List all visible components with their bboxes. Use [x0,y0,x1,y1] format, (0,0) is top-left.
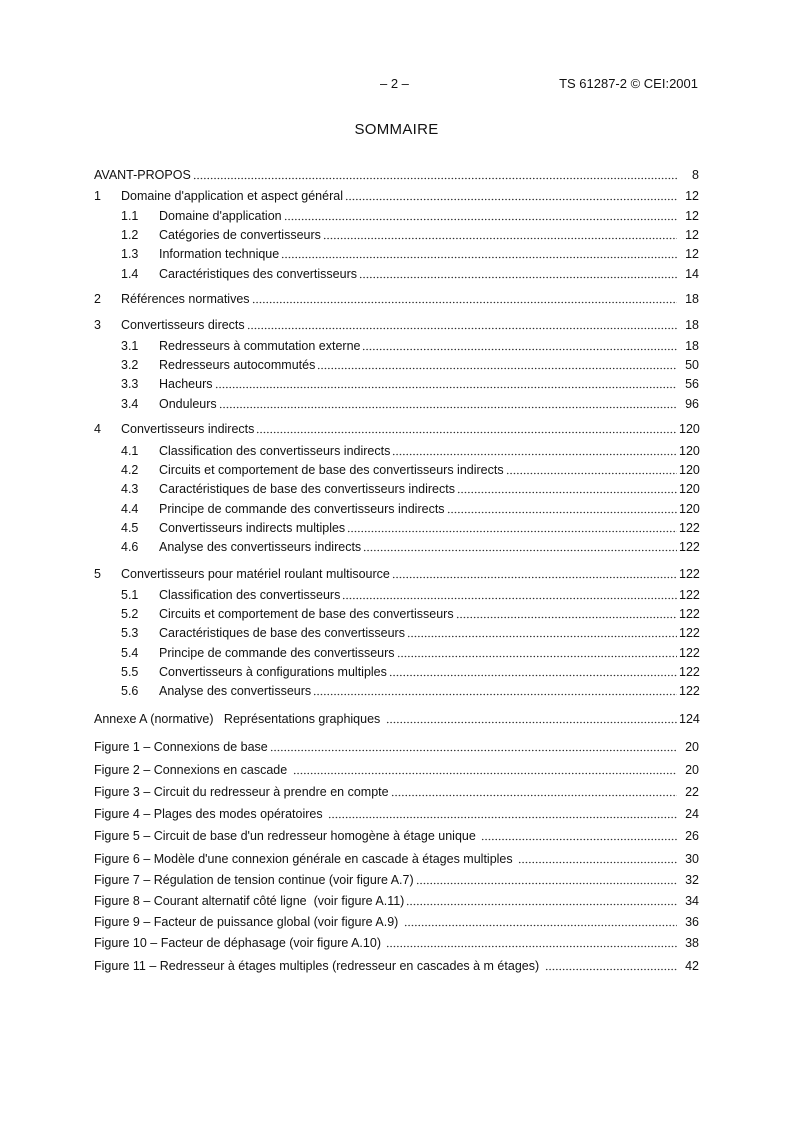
toc-entry-title: Redresseurs à commutation externe [159,339,361,353]
toc-entry-title: Caractéristiques des convertisseurs [159,267,357,281]
toc-entry-page: 120 [679,482,700,496]
toc-entry-title: Principe de commande des convertisseurs [159,646,395,660]
toc-entry-title: Domaine d'application et aspect général [121,189,343,203]
toc-entry[interactable] [121,517,699,536]
toc-entry-title: AVANT-PROPOS [94,168,191,182]
toc-entry-title: Analyse des convertisseurs indirects [159,540,362,554]
toc-entry-page: 50 [685,358,699,372]
toc-entry-number: 2 [94,292,101,306]
toc-entry-page: 22 [685,785,699,799]
dot-leader [404,923,677,927]
page-number: – 2 – [380,76,409,91]
toc-entry[interactable] [121,243,699,262]
dot-leader [407,634,677,638]
toc-entry-title: Figure 9 – Facteur de puissance global (voir figure A.9) [94,915,402,929]
page-title: SOMMAIRE [354,121,439,138]
toc-entry-title: Classification des convertisseurs [159,588,341,602]
toc-entry[interactable] [121,440,699,459]
toc-entry-title: Figure 11 – Redresseur à étages multiples (redresseur en cascades à m étages) [94,959,543,973]
toc-entry-page: 34 [685,894,699,908]
toc-entry-title: Analyse des convertisseurs [159,684,312,698]
toc-entry[interactable] [94,848,699,867]
toc-entry-page: 20 [685,763,699,777]
toc-entry-title: Redresseurs autocommutés [159,358,316,372]
toc-entry[interactable] [94,314,699,333]
toc-entry-number: 3.1 [121,339,139,353]
dot-leader [328,815,677,819]
toc-entry-title: Hacheurs [159,377,213,391]
dot-leader [359,275,677,279]
toc-entry-page: 122 [679,665,700,679]
dot-leader [281,255,677,259]
dot-leader [270,748,677,752]
toc-entry-number: 4.6 [121,540,139,554]
toc-entry-page: 56 [685,377,699,391]
toc-entry[interactable] [94,781,699,800]
toc-entry-page: 12 [685,189,699,203]
toc-entry-title: Information technique [159,247,280,261]
toc-entry[interactable] [94,932,699,951]
dot-leader [347,529,677,533]
toc-entry-page: 122 [679,521,700,535]
toc-entry[interactable] [121,478,699,497]
toc-entry[interactable] [121,335,699,354]
toc-entry-number: 1 [94,189,101,203]
toc-entry[interactable] [94,869,699,888]
toc-entry-number: 3.2 [121,358,139,372]
dot-leader [323,236,677,240]
toc-entry-number: 4.3 [121,482,139,496]
toc-entry-number: 1.1 [121,209,139,223]
dot-leader [545,967,677,971]
toc-entry-title: Principe de commande des convertisseurs indirects [159,502,445,516]
toc-entry-title: Convertisseurs pour matériel roulant multisource [121,567,390,581]
dot-leader [386,720,677,724]
toc-entry-number: 3.4 [121,397,139,411]
toc-entry-page: 120 [679,502,700,516]
toc-entry-page: 18 [685,339,699,353]
toc-entry-title: Onduleurs [159,397,217,411]
toc-entry-number: 1.2 [121,228,139,242]
dot-leader [293,771,677,775]
toc-entry-page: 120 [679,422,700,436]
toc-entry[interactable] [94,418,699,437]
dot-leader [284,217,677,221]
dot-leader [456,615,677,619]
toc-entry[interactable] [121,603,699,622]
toc-entry-page: 120 [679,444,700,458]
toc-entry[interactable] [121,354,699,373]
toc-entry-title: Figure 4 – Plages des modes opératoires [94,807,327,821]
toc-entry[interactable] [121,680,699,699]
toc-entry-page: 20 [685,740,699,754]
dot-leader [386,944,677,948]
dot-leader [481,837,677,841]
toc-entry[interactable] [121,263,699,282]
toc-entry-page: 122 [679,626,700,640]
toc-entry-title: Catégories de convertisseurs [159,228,321,242]
toc-entry-page: 12 [685,228,699,242]
toc-entry-title: Figure 6 – Modèle d'une connexion générale en cascade à étages multiples [94,852,517,866]
toc-entry[interactable] [94,288,699,307]
dot-leader [345,197,677,201]
toc-entry-number: 5.2 [121,607,139,621]
dot-leader [397,654,677,658]
toc-entry-page: 12 [685,247,699,261]
toc-entry-number: 4.1 [121,444,139,458]
toc-entry-number: 5.5 [121,665,139,679]
toc-entry-title: Figure 3 – Circuit du redresseur à prendre en compte [94,785,389,799]
toc-entry[interactable] [94,708,699,727]
dot-leader [392,575,677,579]
toc-entry-page: 36 [685,915,699,929]
dot-leader [313,692,677,696]
dot-leader [252,300,677,304]
dot-leader [219,405,677,409]
dot-leader [457,490,677,494]
toc-entry-page: 24 [685,807,699,821]
toc-entry-number: 5.1 [121,588,139,602]
toc-entry-page: 122 [679,646,700,660]
toc-entry-number: 1.3 [121,247,139,261]
toc-entry-page: 18 [685,292,699,306]
toc-entry-number: 3.3 [121,377,139,391]
toc-entry[interactable] [121,498,699,517]
toc-entry-page: 42 [685,959,699,973]
toc-entry-page: 30 [685,852,699,866]
toc-entry[interactable] [121,373,699,392]
toc-entry-title: Figure 7 – Régulation de tension continue (voir figure A.7) [94,873,414,887]
toc-entry-number: 1.4 [121,267,139,281]
toc-entry-number: 5.6 [121,684,139,698]
toc-entry[interactable] [94,185,699,204]
toc-entry-title: Domaine d'application [159,209,282,223]
toc-entry-title: Figure 5 – Circuit de base d'un redresseur homogène à étage unique [94,829,480,843]
toc-entry-page: 120 [679,463,700,477]
document-reference: TS 61287-2 © CEI:2001 [559,76,698,91]
toc-entry[interactable] [94,759,699,778]
toc-entry-title: Figure 2 – Connexions en cascade [94,763,291,777]
dot-leader [193,176,677,180]
toc-entry-page: 122 [679,607,700,621]
dot-leader [363,548,677,552]
toc-entry[interactable] [121,642,699,661]
toc-entry-number: 5.3 [121,626,139,640]
dot-leader [406,902,677,906]
toc-entry-number: 4.2 [121,463,139,477]
toc-entry-title: Circuits et comportement de base des convertisseurs indirects [159,463,504,477]
toc-entry[interactable] [121,661,699,680]
dot-leader [389,673,677,677]
toc-entry[interactable] [121,224,699,243]
toc-entry-title: Annexe A (normative) Représentations graphiques [94,712,384,726]
toc-entry-page: 122 [679,588,700,602]
dot-leader [392,452,677,456]
dot-leader [215,385,678,389]
dot-leader [342,596,677,600]
toc-entry-page: 14 [685,267,699,281]
dot-leader [247,326,677,330]
dot-leader [317,366,677,370]
toc-entry-number: 5.4 [121,646,139,660]
toc-entry[interactable] [94,890,699,909]
toc-entry[interactable] [121,393,699,412]
toc-entry-number: 4.4 [121,502,139,516]
toc-entry-title: Figure 1 – Connexions de base [94,740,268,754]
toc-entry-page: 122 [679,567,700,581]
toc-entry-page: 8 [692,168,699,182]
toc-entry-page: 26 [685,829,699,843]
dot-leader [416,881,677,885]
toc-entry-title: Convertisseurs indirects multiples [159,521,346,535]
toc-entry-number: 4.5 [121,521,139,535]
toc-entry[interactable] [121,536,699,555]
toc-entry-number: 5 [94,567,101,581]
toc-entry[interactable] [94,911,699,930]
dot-leader [256,430,677,434]
toc-entry-title: Caractéristiques de base des convertisseurs indirects [159,482,455,496]
dot-leader [506,471,677,475]
toc-entry-page: 18 [685,318,699,332]
toc-entry[interactable] [94,736,699,755]
dot-leader [447,510,677,514]
toc-entry-title: Caractéristiques de base des convertisseurs [159,626,405,640]
toc-entry-title: Convertisseurs à configurations multiples [159,665,387,679]
dot-leader [518,860,677,864]
toc-entry-page: 12 [685,209,699,223]
toc-entry[interactable] [94,955,699,974]
toc-entry-title: Convertisseurs indirects [121,422,255,436]
toc-entry[interactable] [94,803,699,822]
toc-entry-page: 122 [679,540,700,554]
toc-entry-title: Classification des convertisseurs indirects [159,444,391,458]
toc-entry-page: 96 [685,397,699,411]
toc-entry[interactable] [94,825,699,844]
toc-entry-page: 38 [685,936,699,950]
toc-entry-page: 122 [679,684,700,698]
toc-entry-title: Références normatives [121,292,250,306]
toc-entry[interactable] [121,205,699,224]
toc-entry[interactable] [94,164,699,183]
toc-entry-title: Circuits et comportement de base des convertisseurs [159,607,454,621]
toc-entry[interactable] [121,584,699,603]
toc-entry[interactable] [121,622,699,641]
toc-entry-title: Figure 8 – Courant alternatif côté ligne (voir figure A.11) [94,894,405,908]
toc-entry[interactable] [121,459,699,478]
toc-entry-number: 3 [94,318,101,332]
dot-leader [362,347,677,351]
toc-entry-title: Convertisseurs directs [121,318,245,332]
toc-entry-page: 32 [685,873,699,887]
toc-entry[interactable] [94,563,699,582]
dot-leader [391,793,677,797]
toc-entry-page: 124 [679,712,700,726]
toc-entry-title: Figure 10 – Facteur de déphasage (voir figure A.10) [94,936,385,950]
toc-entry-number: 4 [94,422,101,436]
